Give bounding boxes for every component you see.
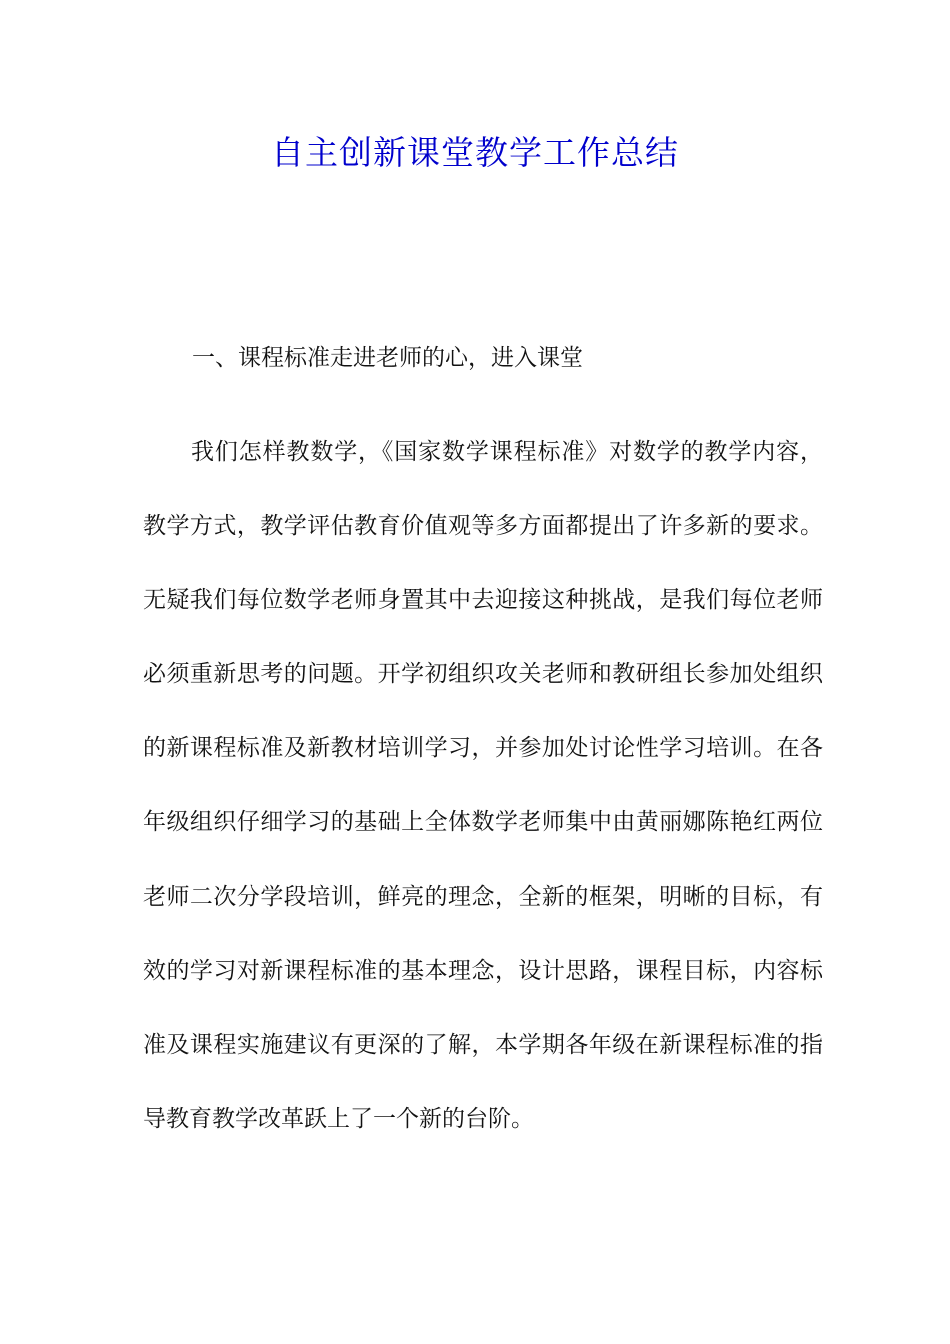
body-paragraph: 我们怎样教数学，《国家数学课程标准》对数学的教学内容，教学方式，教学评估教育价值观等多方面都提出了许多新的要求。无疑我们每位数学老师身置其中去迎接这种挑战，是我们每位老师必须重新思考的问题。开学初组织攻关老师和教研组长参加处组织的新课程标准及新教材培训学习，并参加处讨论性学习培训。在各年级组织仔细学习的基础上全体数学老师集中由黄丽娜陈艳红两位老师二次分学段培训，鲜亮的理念，全新的框架，明晰的目标，有效的学习对新课程标准的基本理念，设计思路，课程目标，内容标准及课程实施建议有更深的了解，本学期各年级在新课程标准的指导教育教学改革跃上了一个新的台阶。 bbox=[143, 439, 823, 1132]
document-title: 自主创新课堂教学工作总结 bbox=[271, 133, 679, 172]
section-heading: 一、课程标准走进老师的心，进入课堂 bbox=[192, 345, 583, 371]
